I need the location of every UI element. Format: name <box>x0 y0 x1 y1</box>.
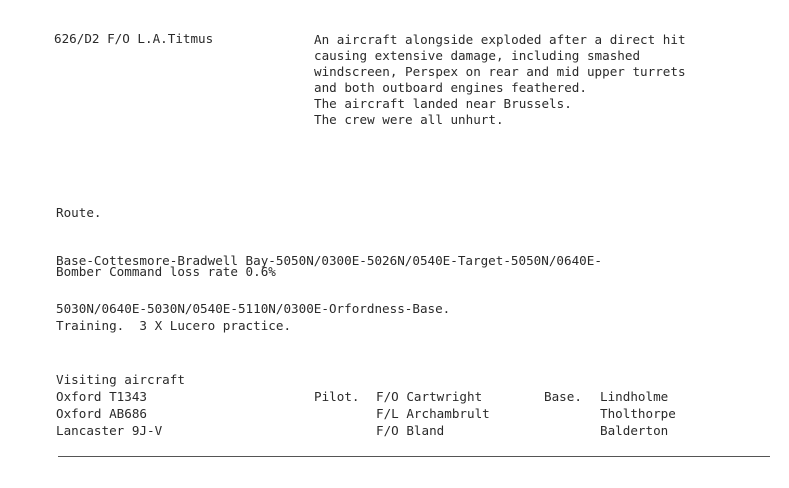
route-line: Base-Cottesmore-Bradwell Bay-5050N/0300E-5026N/0540E-Target-5050N/0640E- <box>56 253 602 268</box>
entry-line: and both outboard engines feathered. <box>314 80 587 95</box>
visiting-heading: Visiting aircraft <box>56 372 185 387</box>
visiting-base: Tholthorpe <box>600 406 676 421</box>
visiting-aircraft: Oxford T1343 <box>56 389 147 404</box>
visiting-base: Balderton <box>600 423 669 438</box>
entry-line: The crew were all unhurt. <box>314 112 504 127</box>
base-label: Base. <box>544 389 582 404</box>
training-text: Training. 3 X Lucero practice. <box>56 318 292 333</box>
visiting-base: Lindholme <box>600 389 669 404</box>
entry-line: windscreen, Perspex on rear and mid upper turrets <box>314 64 686 79</box>
route-heading: Route. <box>56 205 102 220</box>
route-section <box>56 173 602 333</box>
page-divider <box>58 456 770 457</box>
visiting-aircraft: Lancaster 9J-V <box>56 423 163 438</box>
entry-id: 626/D2 F/O L.A.Titmus <box>54 31 214 46</box>
entry-line: The aircraft landed near Brussels. <box>314 96 572 111</box>
visiting-pilot: F/O Bland <box>376 423 445 438</box>
pilot-label: Pilot. <box>314 389 360 404</box>
visiting-pilot: F/L Archambrult <box>376 406 490 421</box>
entry-line: causing extensive damage, including smashed <box>314 48 641 63</box>
loss-rate-text: Bomber Command loss rate 0.6% <box>56 264 276 279</box>
entry-narrative <box>314 32 774 128</box>
route-line: 5030N/0640E-5030N/0540E-5110N/0300E-Orfordness-Base. <box>56 301 451 316</box>
visiting-aircraft: Oxford AB686 <box>56 406 147 421</box>
visiting-pilot: F/O Cartwright <box>376 389 483 404</box>
entry-line: An aircraft alongside exploded after a direct hit <box>314 32 686 47</box>
